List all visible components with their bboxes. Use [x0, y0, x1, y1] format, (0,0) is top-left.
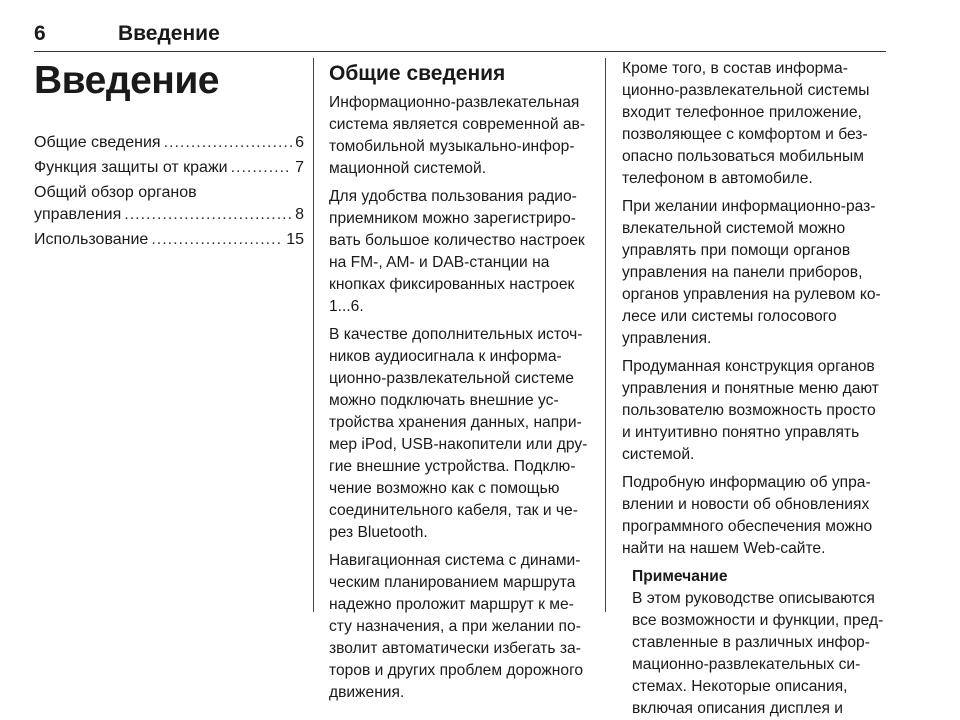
page-number: 6 — [34, 22, 46, 45]
toc-entry-page: 6 — [295, 134, 304, 151]
column-1 — [34, 58, 304, 254]
column-divider-1 — [313, 58, 314, 612]
body-paragraph: При желании информационно-развлекательной системой можно управлять при помощи органов управления на панели приборов, органов управления на рулевом колесе или системы голосового управления. — [622, 198, 881, 347]
column-divider-2 — [605, 58, 606, 612]
toc-entry-general[interactable] — [34, 132, 304, 154]
body-paragraph: Кроме того, в состав информационно-развлекательной системы входит телефонное приложение, позволяющее с комфортом и безопасно пользоваться мобильным телефоном в автомобиле. — [622, 60, 870, 187]
note-body: В этом руководстве описываются все возможности и функции, представленные в различных информационно-развлекательных системах. Некоторые описания, включая описания дисплея и — [632, 590, 884, 717]
body-paragraph: Для удобства пользования радиоприемником можно зарегистрировать большое количество настроек на FM-, AM- и DAB-станции на кнопках фиксированных настроек 1...6. — [329, 188, 585, 315]
toc-entry-usage[interactable] — [34, 229, 304, 251]
page-header — [34, 22, 886, 50]
toc-entry-text-cont: управления — [34, 206, 122, 223]
note-box — [632, 566, 886, 720]
header-divider — [34, 51, 886, 52]
body-paragraph: Навигационная система с динамическим планированием маршрута надежно проложит маршрут к месту назначения, а при желании позволит автоматически избегать заторов и других проблем дорожного движения. — [329, 552, 584, 701]
toc-entry-theft-protection[interactable] — [34, 157, 304, 179]
toc-leader — [151, 229, 283, 251]
toc-entry-page: 15 — [286, 231, 304, 248]
section-title: Общие сведения — [329, 62, 506, 85]
toc-leader — [164, 132, 293, 154]
toc-entry-page: 7 — [295, 159, 304, 176]
body-paragraph: Подробную информацию об управлении и новости об обновлениях программного обеспечения можно найти на нашем Web-сайте. — [622, 474, 873, 557]
running-title: Введение — [118, 22, 220, 45]
toc-leader — [124, 204, 292, 226]
body-paragraph: Продуманная конструкция органов управления и понятные меню дают пользователю возможность просто и интуитивно понятно управлять системой. — [622, 358, 879, 463]
body-paragraph: Информационно-развлекательная система является современной автомобильной музыкально-информационной системой. — [329, 94, 586, 177]
toc-entry-text: Функция защиты от кражи — [34, 159, 228, 176]
toc-entry-text: Общий обзор органов — [34, 184, 197, 201]
table-of-contents — [34, 132, 304, 251]
toc-leader — [231, 157, 293, 179]
column-3 — [622, 58, 886, 720]
toc-entry-text: Общие сведения — [34, 134, 161, 151]
body-paragraph: В качестве дополнительных источников аудиосигнала к информационно-развлекательной системе можно подключать внешние устройства хранения данных, например iPod, USB-накопители или другие внешние устройства. Подключение возможно как с помощью соединительного кабеля, так и через Bluetooth. — [329, 326, 588, 541]
note-title: Примечание — [632, 568, 728, 585]
toc-entry-page: 8 — [295, 206, 304, 223]
chapter-title: Введение — [34, 59, 219, 102]
toc-entry-text: Использование — [34, 231, 149, 248]
column-2 — [329, 58, 591, 710]
toc-entry-controls-overview[interactable] — [34, 182, 304, 226]
